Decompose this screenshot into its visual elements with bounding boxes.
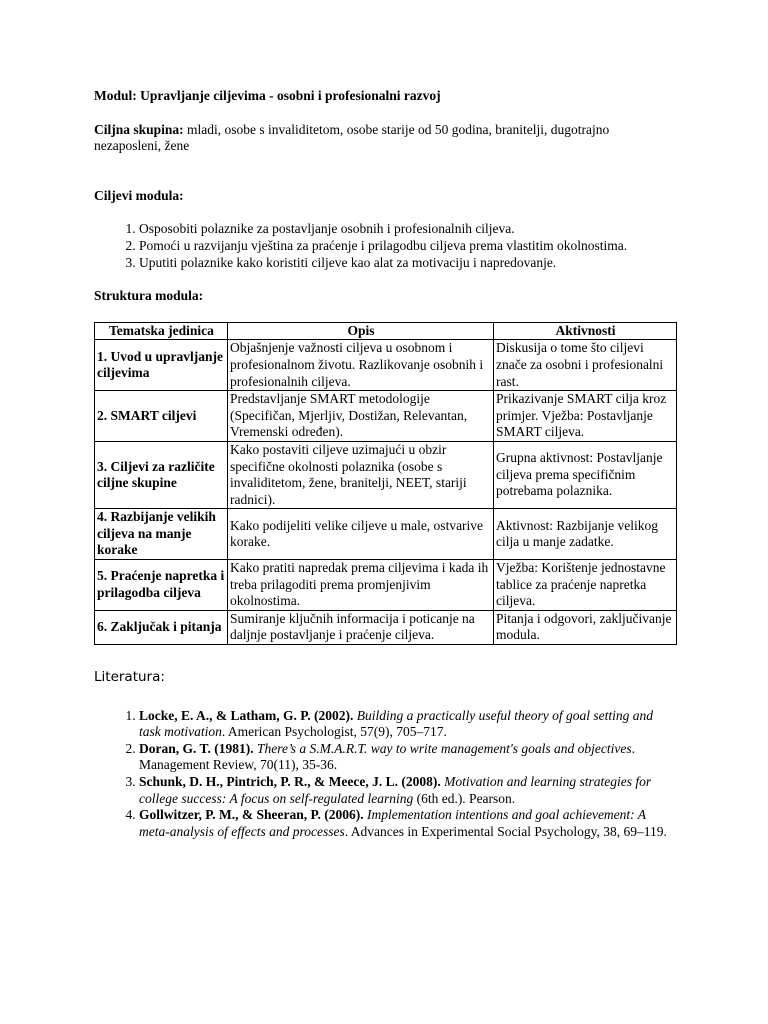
table-row xyxy=(95,610,677,644)
reference-authors: Schunk, D. H., Pintrich, P. R., & Meece, J. L. (2008). xyxy=(139,774,441,789)
structure-heading: Struktura modula: xyxy=(94,288,204,304)
reference-title: Implementation intentions and goal achievement: A meta-analysis of effects and processes xyxy=(139,807,646,839)
activity-cell: Vježba: Korištenje jednostavne tablice za praćenje napretka ciljeva. xyxy=(494,560,677,611)
target-group-label: Ciljna skupina: xyxy=(94,121,184,137)
description-cell: Kako podijeliti velike ciljeve u male, ostvarive korake. xyxy=(228,509,494,560)
table-header-row xyxy=(95,322,677,340)
reference-item xyxy=(139,708,676,741)
table-row xyxy=(95,560,677,611)
description-cell: Objašnjenje važnosti ciljeva u osobnom i profesionalnom životu. Razlikovanje osobnih i profesionalnih ciljeva. xyxy=(228,340,494,391)
reference-item xyxy=(139,807,676,840)
header-activities: Aktivnosti xyxy=(494,322,677,340)
description-cell: Kako pratiti napredak prema ciljevima i kada ih treba prilagoditi prema promjenjivim okolnostima. xyxy=(228,560,494,611)
unit-cell: 4. Razbijanje velikih ciljeva na manje korake xyxy=(95,509,228,560)
reference-item xyxy=(139,741,676,774)
header-unit: Tematska jedinica xyxy=(95,322,228,340)
header-description: Opis xyxy=(228,322,494,340)
reference-source: . American Psychologist, 57(9), 705–717. xyxy=(221,724,447,740)
table-row xyxy=(95,441,677,508)
goals-heading: Ciljevi modula: xyxy=(94,187,184,203)
unit-cell: 5. Praćenje napretka i prilagodba ciljeva xyxy=(95,560,228,611)
activity-cell: Diskusija o tome što ciljevi znače za osobni i profesionalni rast. xyxy=(494,340,677,391)
reference-title: There’s a S.M.A.R.T. way to write management's goals and objectives xyxy=(257,740,632,756)
description-cell: Predstavljanje SMART metodologije (Specifičan, Mjerljiv, Dostižan, Relevantan, Vremenski određen). xyxy=(228,391,494,442)
document-page xyxy=(94,88,676,840)
module-title: Modul: Upravljanje ciljevima - osobni i profesionalni razvoj xyxy=(94,88,441,103)
reference-source: . Advances in Experimental Social Psychology, 38, 69–119. xyxy=(344,823,667,839)
reference-source: . Management Review, 70(11), 35-36. xyxy=(139,740,635,773)
activity-cell: Grupna aktivnost: Postavljanje ciljeva prema specifičnim potrebama polaznika. xyxy=(494,441,677,508)
goal-item: 3. Uputiti polaznike kako koristiti ciljeve kao alat za motivaciju i napredovanje. xyxy=(139,255,676,272)
activity-cell: Prikazivanje SMART cilja kroz primjer. Vježba: Postavljanje SMART ciljeva. xyxy=(494,391,677,442)
reference-authors: Doran, G. T. (1981). xyxy=(139,740,254,756)
literature-list xyxy=(94,708,676,841)
target-group xyxy=(94,122,676,155)
goals-list xyxy=(94,221,676,271)
literature-heading: Literatura: xyxy=(94,669,165,686)
unit-cell: 2. SMART ciljevi xyxy=(95,391,228,442)
activity-cell: Pitanja i odgovori, zaključivanje modula. xyxy=(494,610,677,644)
reference-title: Building a practically useful theory of goal setting and task motivation xyxy=(139,707,653,740)
target-group-text: mladi, osobe s invaliditetom, osobe starije od 50 godina, branitelji, dugotrajno nezaposleni, žene xyxy=(94,121,610,154)
table-row xyxy=(95,509,677,560)
unit-cell: 6. Zaključak i pitanja xyxy=(95,610,228,644)
reference-authors: Gollwitzer, P. M., & Sheeran, P. (2006). xyxy=(139,807,364,823)
reference-title: Motivation and learning strategies for college success: A focus on self-regulated learning xyxy=(139,774,652,806)
table-row xyxy=(95,391,677,442)
structure-table xyxy=(94,322,677,645)
goal-item: 2. Pomoći u razvijanju vještina za praćenje i prilagodbu ciljeva prema vlastitim okolnostima. xyxy=(139,238,676,255)
reference-item xyxy=(139,774,676,807)
description-cell: Kako postaviti ciljeve uzimajući u obzir specifične okolnosti polaznika (osobe s invaliditetom, žene, branitelji, NEET, stariji radnici). xyxy=(228,441,494,508)
reference-source: (6th ed.). Pearson. xyxy=(413,790,516,806)
description-cell: Sumiranje ključnih informacija i poticanje na daljnje postavljanje i praćenje ciljeva. xyxy=(228,610,494,644)
table-row xyxy=(95,340,677,391)
goal-item: 1. Osposobiti polaznike za postavljanje osobnih i profesionalnih ciljeva. xyxy=(139,221,676,238)
unit-cell: 1. Uvod u upravljanje ciljevima xyxy=(95,340,228,391)
activity-cell: Aktivnost: Razbijanje velikog cilja u manje zadatke. xyxy=(494,509,677,560)
reference-authors: Locke, E. A., & Latham, G. P. (2002). xyxy=(139,707,354,723)
unit-cell: 3. Ciljevi za različite ciljne skupine xyxy=(95,441,228,508)
